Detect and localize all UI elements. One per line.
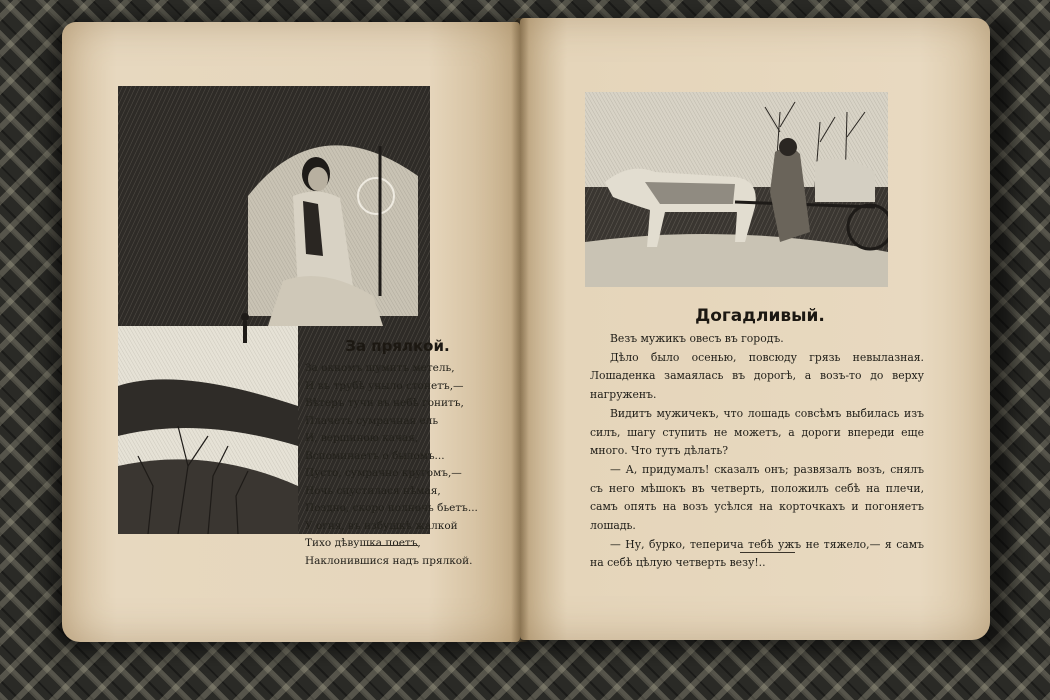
horse-cart-illustration	[585, 92, 888, 287]
poem-line: Вѣтеръ тучи въ небѣ гонитъ,	[305, 397, 464, 409]
poem-line: У огня, въ избушкѣ жалкой	[305, 519, 458, 532]
story-paragraph: — Ну, бурко, теперича тебѣ ужъ не тяжело,— я самъ на себѣ цѣлую четверть везу!..	[590, 537, 924, 570]
poem-line: Ночь спустилася нѣмая,	[305, 484, 441, 497]
story-paragraph: Дѣло было осенью, повсюду грязь невылазная. Лошаденка замаялась въ дорогѣ, а возъ-то до верху нагруженъ.	[590, 350, 924, 402]
poem-line: И, вершиною качая,	[305, 432, 419, 444]
poem-line: Вспоминаетъ о быломъ...	[305, 449, 445, 462]
poem-line: Наклонившися надъ прялкой.	[305, 554, 473, 567]
story-title: Догадливый.	[695, 306, 825, 326]
poem-line: Пусто, сумрачно кругомъ,—	[305, 467, 462, 479]
poem-line: За окномъ шумитъ метель,	[305, 362, 455, 374]
poem	[305, 360, 495, 570]
story-paragraph: Везъ мужикъ овесъ въ городъ.	[610, 332, 784, 345]
story-paragraph: — А, придумалъ! сказалъ онъ; развязалъ возъ, снялъ съ него мѣшокъ въ четверть, положилъ себѣ на плечи, самъ опять на возъ усѣлся на корточкахъ и погоняетъ лошадь.	[590, 462, 924, 533]
poem-line: Поздно, скоро полночь бьетъ...	[305, 502, 478, 514]
story-paragraph: Видитъ мужичекъ, что лошадь совсѣмъ выбилась изъ силъ, шагу ступить не можетъ, а дороги впереди еще много. Что тутъ дѣлать?	[590, 406, 924, 458]
end-rule	[368, 545, 418, 546]
story-text	[590, 330, 924, 573]
book-gutter	[511, 18, 529, 642]
poem-line: Тихо дѣвушка поетъ,	[305, 537, 421, 549]
poem-title: За прялкой.	[345, 337, 450, 355]
poem-line: Плачетъ сумрачная ель	[305, 414, 439, 427]
end-rule	[740, 552, 795, 553]
poem-line: И въ трубѣ уныло стонетъ,—	[305, 379, 464, 392]
